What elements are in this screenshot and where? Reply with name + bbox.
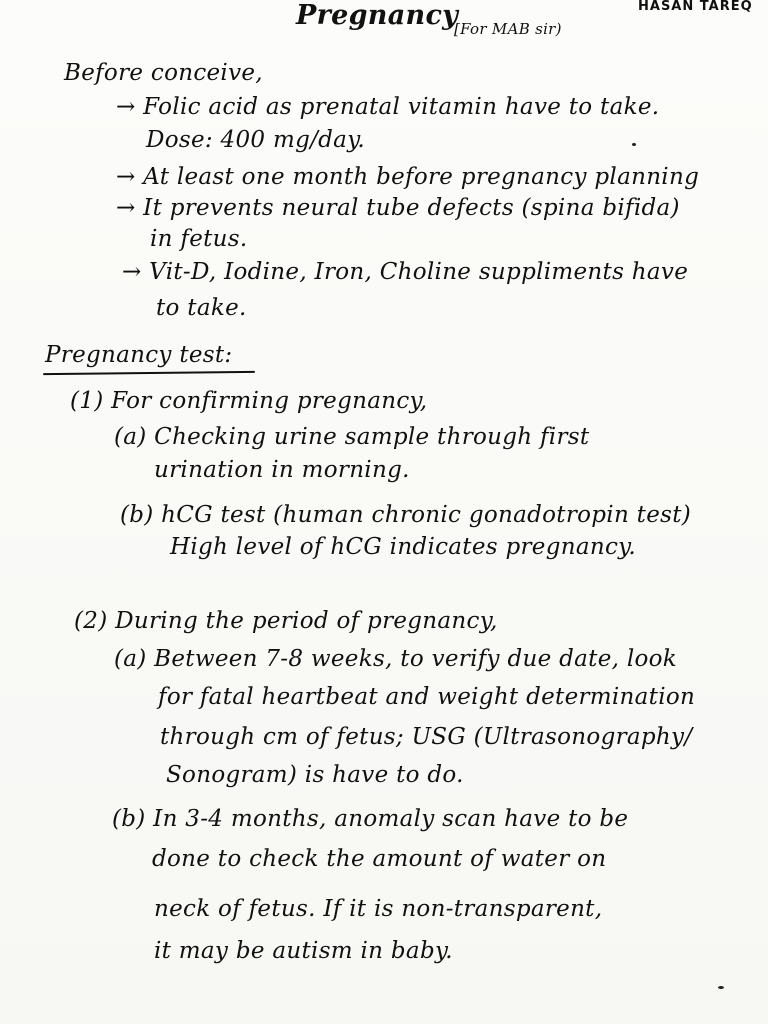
- note-line: Dose: 400 mg/day.: [146, 127, 366, 153]
- subsection-heading-confirming: (1) For confirming pregnancy,: [70, 388, 428, 414]
- note-line: through cm of fetus; USG (Ultrasonography/: [160, 724, 693, 750]
- note-line: (b) In 3-4 months, anomaly scan have to be: [112, 806, 629, 832]
- note-line: done to check the amount of water on: [152, 846, 607, 872]
- page-subtitle: [For MAB sir): [454, 20, 562, 38]
- note-line: High level of hCG indicates pregnancy.: [170, 534, 636, 560]
- note-line: it may be autism in baby.: [154, 938, 453, 964]
- note-line: neck of fetus. If it is non-transparent,: [154, 896, 603, 922]
- note-line: Sonogram) is have to do.: [166, 762, 464, 788]
- author-name: HASAN TAREQ: [638, 0, 753, 14]
- note-line: to take.: [156, 295, 247, 321]
- note-line: (a) Between 7-8 weeks, to verify due date, look: [114, 646, 678, 672]
- note-line: → It prevents neural tube defects (spina bifida): [116, 195, 680, 221]
- section-heading-pregnancy-test: Pregnancy test:: [45, 342, 233, 368]
- note-line: → At least one month before pregnancy planning: [116, 164, 700, 190]
- ink-dot: [718, 986, 724, 989]
- page-title: Pregnancy: [296, 0, 459, 31]
- section-heading-before-conceive: Before conceive,: [64, 60, 263, 86]
- note-line: (a) Checking urine sample through first: [114, 424, 590, 450]
- note-line: → Vit-D, Iodine, Iron, Choline suppliments have: [122, 259, 689, 285]
- heading-underline: [43, 371, 255, 375]
- note-line: urination in morning.: [154, 457, 410, 483]
- note-line: for fatal heartbeat and weight determination: [158, 684, 696, 710]
- note-line: (b) hCG test (human chronic gonadotropin test): [120, 502, 692, 528]
- note-line: → Folic acid as prenatal vitamin have to take.: [116, 94, 660, 120]
- ink-dot: [632, 143, 636, 146]
- subsection-heading-during-pregnancy: (2) During the period of pregnancy,: [74, 608, 498, 634]
- note-line: in fetus.: [150, 226, 248, 252]
